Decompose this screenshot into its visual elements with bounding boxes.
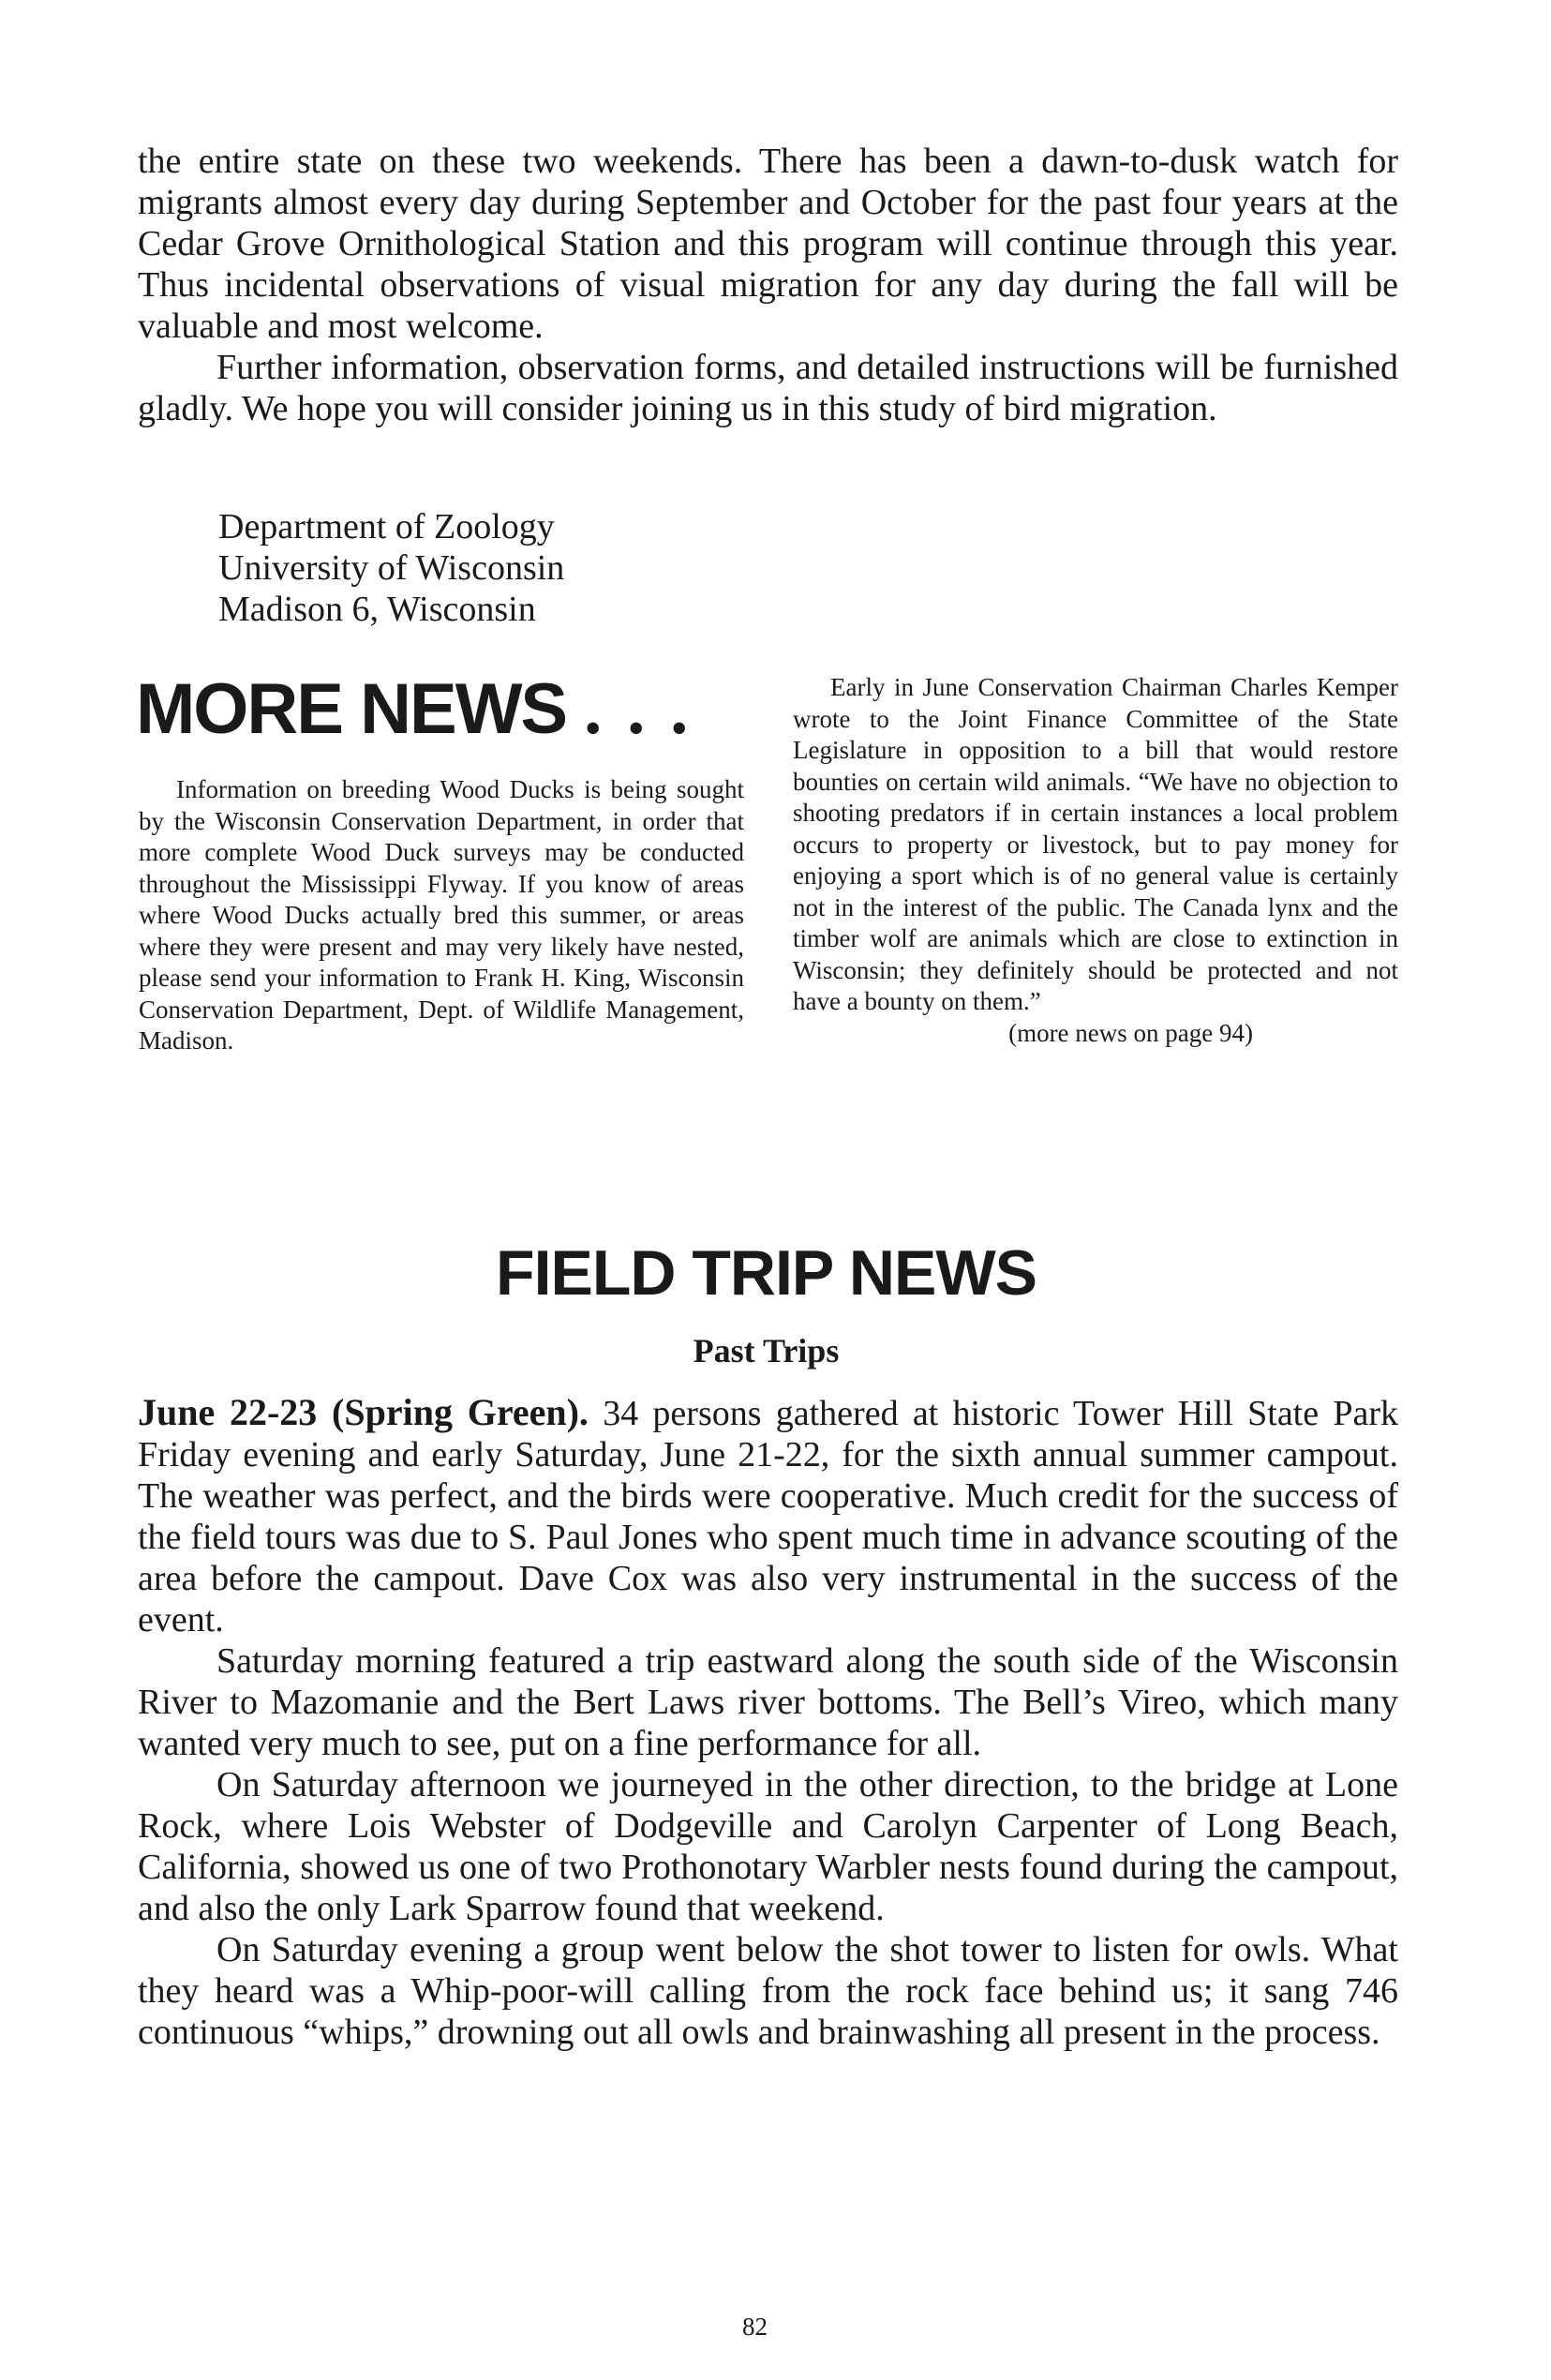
continued-note: (more news on page 94) <box>1008 1018 1253 1047</box>
intro-paragraph: Further information, observation forms, and detailed instructions will be furnished gladly. We hope you will consider joining us in this study of bird migration. <box>138 348 1398 428</box>
field-trip-section <box>138 1392 1398 2053</box>
trip-paragraph: On Saturday afternoon we journeyed in the other direction, to the bridge at Lone Rock, where Lois Webster of Dodgeville and Carolyn Carpenter of Long Beach, California, showed us one of two Prothonotary Warbler nests found during the campout, and also the only Lark Sparrow found that weekend. <box>138 1765 1398 1928</box>
news-paragraph: Early in June Conservation Chairman Charles Kemper wrote to the Joint Finance Committee of the State Legislature in opposition to a bill that would restore bounties on certain wild animals. “We have no objection to shooting predators if in certain instances a local problem occurs to property or livestock, but to pay money for enjoying a sport which is of no general value is certainly not in the interest of the public. The Canada lynx and the timber wolf are animals which are close to extinction in Wisconsin; they definitely should be protected and not have a bounty on them.” <box>793 673 1398 1015</box>
trip-paragraph-text: 34 persons gathered at historic Tower Hill State Park Friday evening and early Saturday, June 21-22, for the sixth annual summer campout. The weather was perfect, and the birds were cooperative. Much credit for the success of the field tours was due to S. Paul Jones who spent much time in advance scouting of the area before the campout. Dave Cox was also very instrumental in the success of the event. <box>138 1394 1399 1639</box>
page-number-text: 82 <box>742 2313 768 2341</box>
more-news-heading-dots: . . . <box>584 670 693 749</box>
past-trips-subheading <box>0 1331 1551 1370</box>
trip-title: June 22-23 (Spring Green). <box>138 1391 589 1433</box>
news-paragraph: Information on breeding Wood Ducks is being sought by the Wisconsin Conservation Department, in order that more complete Wood Duck surveys may be conducted throughout the Mississippi Flyway. If you know of areas where Wood Ducks actually bred this summer, or areas where they were present and may very likely have nested, please send your information to Frank H. King, Wisconsin Conservation Department, Dept. of Wildlife Management, Madison. <box>139 775 744 1055</box>
intro-section <box>138 141 1398 429</box>
more-news-heading-text: MORE NEWS <box>136 669 567 749</box>
past-trips-subheading-text: Past Trips <box>693 1332 840 1370</box>
more-news-left-column <box>139 774 744 1057</box>
field-trip-news-heading-text: FIELD TRIP NEWS <box>496 1237 1036 1309</box>
address-line: Department of Zoology <box>218 507 555 546</box>
address-line: University of Wisconsin <box>218 548 565 588</box>
field-trip-news-heading <box>0 1237 1551 1309</box>
address-line: Madison 6, Wisconsin <box>218 590 536 629</box>
more-news-right-column <box>793 672 1398 1049</box>
page-number <box>0 2312 1551 2342</box>
intro-paragraph: the entire state on these two weekends. There has been a dawn-to-dusk watch for migrants almost every day during September and October for the past four years at the Cedar Grove Ornithological Station and this program will continue through this year. Thus incidental observations of visual migration for any day during the fall will be valuable and most welcome. <box>138 142 1398 346</box>
trip-paragraph: On Saturday evening a group went below the shot tower to listen for owls. What they heard was a Whip-poor-will calling from the rock face behind us; it sang 746 continuous “whips,” drowning out all owls and brainwashing all present in the process. <box>138 1930 1398 2052</box>
more-news-heading <box>136 670 745 749</box>
address-block <box>218 506 874 630</box>
trip-paragraph <box>138 1392 1398 1640</box>
trip-paragraph: Saturday morning featured a trip eastward along the south side of the Wisconsin River to Mazomanie and the Bert Laws river bottoms. The Bell’s Vireo, which many wanted very much to see, put on a fine performance for all. <box>138 1641 1398 1763</box>
